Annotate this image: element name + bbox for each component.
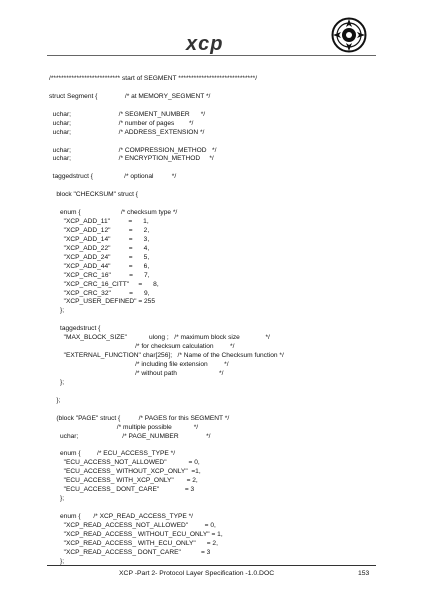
footer-divider <box>47 565 376 566</box>
code-line <box>49 406 389 415</box>
header-divider <box>47 55 376 56</box>
code-line: "XCP_READ_ACCESS_NOT_ALLOWED" = 0, <box>49 521 216 529</box>
code-line: uchar; /* COMPRESSION_METHOD */ <box>49 146 217 154</box>
code-line: }; <box>49 378 65 386</box>
code-line: }; <box>49 495 65 503</box>
code-line: "EXTERNAL_FUNCTION" char[256]; /* Name of the Checksum function */ <box>49 352 284 360</box>
code-line <box>49 504 389 513</box>
code-line: enum { /* ECU_ACCESS_TYPE */ <box>49 450 176 458</box>
seal-logo-icon <box>331 17 367 53</box>
code-line: "ECU_ACCESS_ DONT_CARE" = 3 <box>49 486 195 494</box>
code-line: "XCP_READ_ACCESS_ DONT_CARE" = 3 <box>49 548 211 556</box>
code-line <box>49 200 389 209</box>
code-line: }; <box>49 557 65 565</box>
code-line: "ECU_ACCESS_ WITHOUT_XCP_ONLY" =1, <box>49 468 201 476</box>
footer-page-number: 153 <box>358 570 370 577</box>
code-line <box>49 102 389 111</box>
code-line: /*************************** start of SEGMENT ******************************/ <box>49 75 258 82</box>
code-line: "XCP_ADD_12" = 2, <box>49 226 150 234</box>
code-line: "XCP_ADD_22" = 4, <box>49 244 150 252</box>
code-line: "XCP_ADD_44" = 6, <box>49 262 150 270</box>
code-line: "XCP_ADD_24" = 5, <box>49 253 150 261</box>
code-line: uchar; /* ENCRYPTION_METHOD */ <box>49 155 214 163</box>
code-line: "XCP_ADD_14" = 3, <box>49 235 150 243</box>
code-line: /* multiple possible */ <box>49 423 199 431</box>
code-line: taggedstruct { <box>49 325 101 333</box>
code-line: "XCP_READ_ACCESS_ WITHOUT_ECU_ONLY" = 1, <box>49 530 223 538</box>
code-line: "ECU_ACCESS_ WITH_XCP_ONLY" = 2, <box>49 477 198 485</box>
code-line: uchar; /* SEGMENT_NUMBER */ <box>49 110 206 118</box>
footer-doc-title: XCP -Part 2- Protocol Layer Specification -1.0.DOC <box>119 570 275 577</box>
code-line: /* for checksum calculation */ <box>49 343 235 351</box>
code-line: /* without path */ <box>49 369 224 377</box>
code-line: "ECU_ACCESS_NOT_ALLOWED" = 0, <box>49 459 200 467</box>
code-line: struct Segment { /* at MEMORY_SEGMENT */ <box>49 92 211 100</box>
code-line <box>49 138 389 147</box>
code-line <box>49 316 389 325</box>
code-line: "XCP_CRC_16" = 7, <box>49 271 150 279</box>
code-line: "MAX_BLOCK_SIZE" ulong ; /* maximum block size */ <box>49 334 270 342</box>
code-line: uchar; /* ADDRESS_EXTENSION */ <box>49 128 205 136</box>
code-line: }; <box>49 307 65 315</box>
code-line: enum { /* checksum type */ <box>49 209 178 217</box>
code-line <box>49 441 389 450</box>
code-line: (block "PAGE" struct { /* PAGES for this SEGMENT */ <box>49 414 230 422</box>
code-line <box>49 164 389 173</box>
code-line <box>49 388 389 397</box>
code-line: "XCP_READ_ACCESS_ WITH_ECU_ONLY" = 2, <box>49 539 218 547</box>
code-line: "XCP_CRC_16_CITT" = 8, <box>49 280 159 288</box>
code-line: enum { /* XCP_READ_ACCESS_TYPE */ <box>49 512 194 520</box>
code-listing <box>49 75 389 567</box>
code-line: "XCP_ADD_11" = 1, <box>49 218 149 225</box>
code-line: /* including file extension */ <box>49 361 229 368</box>
code-line: block "CHECKSUM" struct { <box>49 191 138 199</box>
code-line: uchar; /* PAGE_NUMBER */ <box>49 432 211 440</box>
xcp-logo-text: xcp <box>186 33 224 55</box>
code-line: taggedstruct { /* optional */ <box>49 173 177 181</box>
code-line: "XCP_CRC_32" = 9, <box>49 289 150 297</box>
code-line: }; <box>49 396 61 404</box>
code-line <box>49 182 389 191</box>
code-line: "XCP_USER_DEFINED" = 255 <box>49 298 156 306</box>
code-line <box>49 84 389 93</box>
code-line: uchar; /* number of pages */ <box>49 119 194 127</box>
